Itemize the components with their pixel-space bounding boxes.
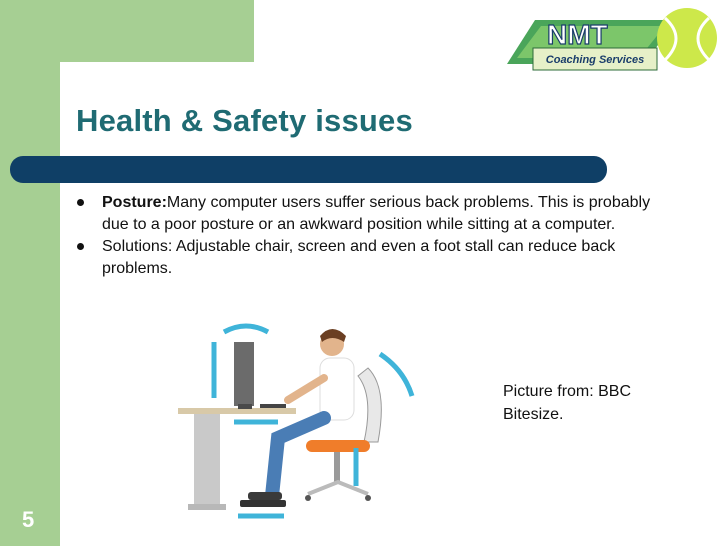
chair-seat [306, 440, 370, 452]
keyboard-icon [260, 404, 286, 408]
monitor-icon [234, 342, 254, 406]
bullet-icon [77, 199, 84, 206]
image-caption: Picture from: BBC Bitesize. [503, 383, 632, 423]
slide-number: 5 [22, 507, 35, 532]
desk-leg [194, 414, 220, 506]
bullet-list [76, 192, 666, 280]
desk-top [178, 408, 296, 414]
title-underline-bar [10, 156, 607, 183]
bullet-icon [77, 243, 84, 250]
list-item [76, 236, 666, 280]
person-torso [320, 358, 354, 420]
ergonomic-workstation-illustration [168, 318, 468, 526]
list-item [76, 192, 666, 236]
bullet-text: Many computer users suffer serious back problems. This is probably due to a poor posture or an awkward position while sitting at a computer. [102, 194, 651, 233]
logo-tagline-text: Coaching Services [545, 54, 645, 66]
footrest-icon [240, 500, 286, 507]
bullet-label: Posture: [102, 194, 167, 211]
monitor-tilt-arrow-icon [224, 326, 268, 332]
decorative-green-band-left [0, 0, 60, 546]
chair-tilt-arrow-icon [380, 354, 412, 396]
page-title: Health & Safety issues [76, 103, 413, 138]
bullet-text: Solutions: Adjustable chair, screen and even a foot stall can reduce back problems. [102, 238, 616, 277]
nmt-logo [505, 6, 721, 74]
person-shoe [248, 492, 282, 500]
chair-backrest [358, 368, 381, 442]
logo-brand-text: NMT [547, 19, 608, 50]
